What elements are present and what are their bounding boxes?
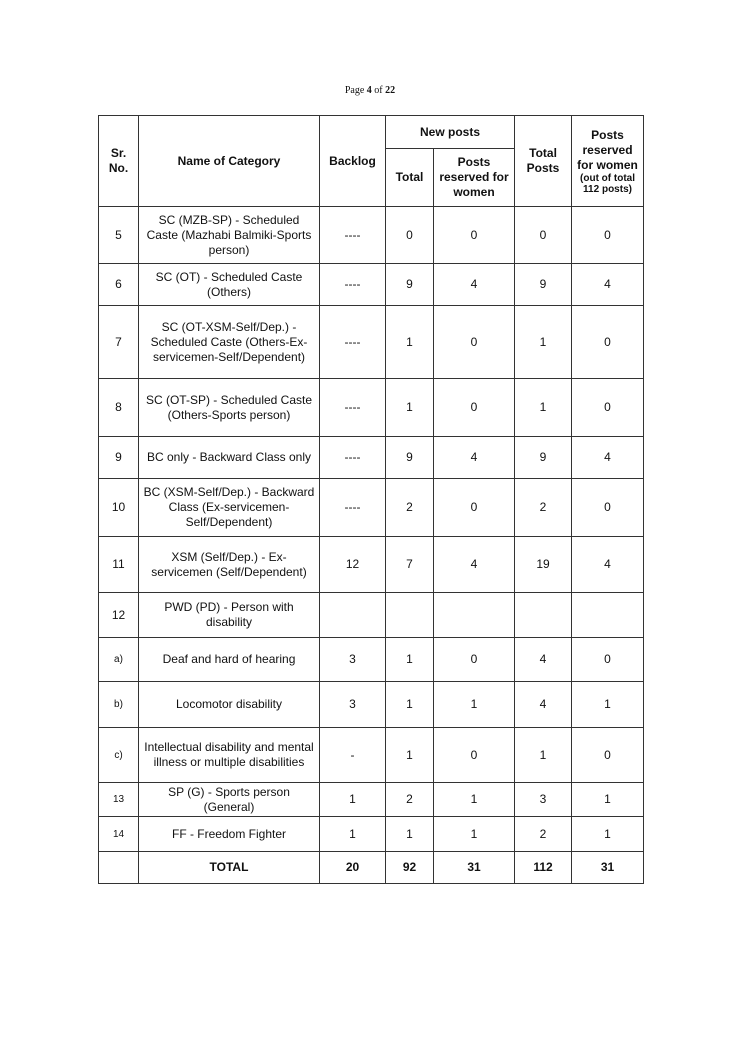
cell-women: 4 <box>572 437 644 479</box>
cell-sr: 11 <box>99 537 139 593</box>
total-total-posts: 112 <box>515 852 572 884</box>
cell-backlog <box>320 593 386 638</box>
page-of: of <box>374 85 383 96</box>
cell-new-total: 9 <box>386 264 434 306</box>
col-women-reserved <box>572 116 644 207</box>
cell-total-posts: 19 <box>515 537 572 593</box>
category-posts-table <box>98 115 644 884</box>
cell-new-total: 2 <box>386 783 434 817</box>
cell-backlog: 3 <box>320 638 386 682</box>
cell-total-posts <box>515 593 572 638</box>
table-row <box>99 728 644 783</box>
table-row <box>99 306 644 379</box>
total-row <box>99 852 644 884</box>
cell-new-women: 0 <box>434 479 515 537</box>
cell-category: SC (OT) - Scheduled Caste (Others) <box>139 264 320 306</box>
cell-sr: 5 <box>99 207 139 264</box>
cell-total-posts: 4 <box>515 682 572 728</box>
cell-women <box>572 593 644 638</box>
cell-new-women: 4 <box>434 537 515 593</box>
cell-women: 0 <box>572 638 644 682</box>
cell-sr: 14 <box>99 817 139 852</box>
cell-new-women: 4 <box>434 264 515 306</box>
col-new-total: Total <box>386 149 434 207</box>
cell-new-women: 0 <box>434 379 515 437</box>
total-label: TOTAL <box>139 852 320 884</box>
cell-new-total: 1 <box>386 379 434 437</box>
page-number <box>0 85 740 96</box>
cell-new-total <box>386 593 434 638</box>
cell-backlog: ---- <box>320 306 386 379</box>
cell-women: 4 <box>572 537 644 593</box>
cell-new-women: 0 <box>434 306 515 379</box>
total-new-total: 92 <box>386 852 434 884</box>
cell-backlog: ---- <box>320 479 386 537</box>
cell-category: SC (OT-XSM-Self/Dep.) - Scheduled Caste (Others-Ex-servicemen-Self/Dependent) <box>139 306 320 379</box>
cell-category: FF - Freedom Fighter <box>139 817 320 852</box>
cell-new-women: 0 <box>434 207 515 264</box>
total-women: 31 <box>572 852 644 884</box>
cell-new-women: 1 <box>434 817 515 852</box>
cell-total-posts: 4 <box>515 638 572 682</box>
table-row <box>99 593 644 638</box>
table-row <box>99 817 644 852</box>
cell-women: 1 <box>572 817 644 852</box>
cell-sr: a) <box>99 638 139 682</box>
cell-backlog: 3 <box>320 682 386 728</box>
cell-backlog: 1 <box>320 783 386 817</box>
cell-new-women: 0 <box>434 638 515 682</box>
cell-sr: 10 <box>99 479 139 537</box>
page-current: 4 <box>366 85 372 96</box>
cell-total-posts: 1 <box>515 379 572 437</box>
col-new-women: Posts reserved for women <box>434 149 515 207</box>
total-backlog: 20 <box>320 852 386 884</box>
cell-women: 0 <box>572 306 644 379</box>
cell-category: SC (OT-SP) - Scheduled Caste (Others-Sports person) <box>139 379 320 437</box>
cell-women: 0 <box>572 728 644 783</box>
cell-new-total: 1 <box>386 817 434 852</box>
cell-total-posts: 3 <box>515 783 572 817</box>
cell-total-posts: 1 <box>515 306 572 379</box>
cell-total-posts: 2 <box>515 479 572 537</box>
cell-total-posts: 9 <box>515 264 572 306</box>
page-prefix: Page <box>344 85 365 96</box>
table-row <box>99 207 644 264</box>
cell-sr: b) <box>99 682 139 728</box>
cell-sr: 9 <box>99 437 139 479</box>
cell-women: 1 <box>572 783 644 817</box>
col-total-posts: Total Posts <box>515 116 572 207</box>
total-new-women: 31 <box>434 852 515 884</box>
cell-category: BC (XSM-Self/Dep.) - Backward Class (Ex-servicemen-Self/Dependent) <box>139 479 320 537</box>
cell-sr: 13 <box>99 783 139 817</box>
table-row <box>99 264 644 306</box>
cell-new-total: 1 <box>386 306 434 379</box>
table-row <box>99 437 644 479</box>
cell-new-total: 9 <box>386 437 434 479</box>
cell-sr: 7 <box>99 306 139 379</box>
cell-women: 1 <box>572 682 644 728</box>
cell-new-total: 1 <box>386 728 434 783</box>
cell-backlog: ---- <box>320 207 386 264</box>
cell-new-total: 7 <box>386 537 434 593</box>
table-row <box>99 783 644 817</box>
cell-new-women: 4 <box>434 437 515 479</box>
cell-women: 4 <box>572 264 644 306</box>
cell-sr: c) <box>99 728 139 783</box>
cell-backlog: - <box>320 728 386 783</box>
cell-total-posts: 0 <box>515 207 572 264</box>
cell-backlog: ---- <box>320 264 386 306</box>
col-women-reserved-note: (out of total 112 posts) <box>580 172 635 195</box>
cell-new-women <box>434 593 515 638</box>
col-category: Name of Category <box>139 116 320 207</box>
cell-sr: 8 <box>99 379 139 437</box>
table-body <box>99 207 644 884</box>
cell-new-total: 1 <box>386 682 434 728</box>
cell-category: PWD (PD) - Person with disability <box>139 593 320 638</box>
cell-new-women: 1 <box>434 682 515 728</box>
cell-backlog: ---- <box>320 379 386 437</box>
cell-new-total: 2 <box>386 479 434 537</box>
cell-new-total: 1 <box>386 638 434 682</box>
cell-total-posts: 1 <box>515 728 572 783</box>
cell-women: 0 <box>572 479 644 537</box>
cell-category: Deaf and hard of hearing <box>139 638 320 682</box>
page-total: 22 <box>385 85 396 96</box>
cell-sr: 6 <box>99 264 139 306</box>
cell-backlog: 12 <box>320 537 386 593</box>
cell-category: XSM (Self/Dep.) - Ex-servicemen (Self/Dependent) <box>139 537 320 593</box>
cell-new-total: 0 <box>386 207 434 264</box>
cell-women: 0 <box>572 379 644 437</box>
col-backlog: Backlog <box>320 116 386 207</box>
cell-category: Intellectual disability and mental illness or multiple disabilities <box>139 728 320 783</box>
cell-category: BC only - Backward Class only <box>139 437 320 479</box>
cell-backlog: ---- <box>320 437 386 479</box>
col-women-reserved-label: Posts reserved for women <box>577 127 638 172</box>
cell-new-women: 0 <box>434 728 515 783</box>
table-row <box>99 479 644 537</box>
table-header <box>99 116 644 207</box>
col-new-posts: New posts <box>386 116 515 149</box>
col-sr-no: Sr. No. <box>99 116 139 207</box>
cell-sr <box>99 852 139 884</box>
cell-sr: 12 <box>99 593 139 638</box>
cell-category: SC (MZB-SP) - Scheduled Caste (Mazhabi Balmiki-Sports person) <box>139 207 320 264</box>
table-row <box>99 379 644 437</box>
cell-total-posts: 9 <box>515 437 572 479</box>
table-row <box>99 638 644 682</box>
cell-backlog: 1 <box>320 817 386 852</box>
table-row <box>99 537 644 593</box>
cell-total-posts: 2 <box>515 817 572 852</box>
cell-category: Locomotor disability <box>139 682 320 728</box>
cell-new-women: 1 <box>434 783 515 817</box>
cell-category: SP (G) - Sports person (General) <box>139 783 320 817</box>
table-row <box>99 682 644 728</box>
cell-women: 0 <box>572 207 644 264</box>
